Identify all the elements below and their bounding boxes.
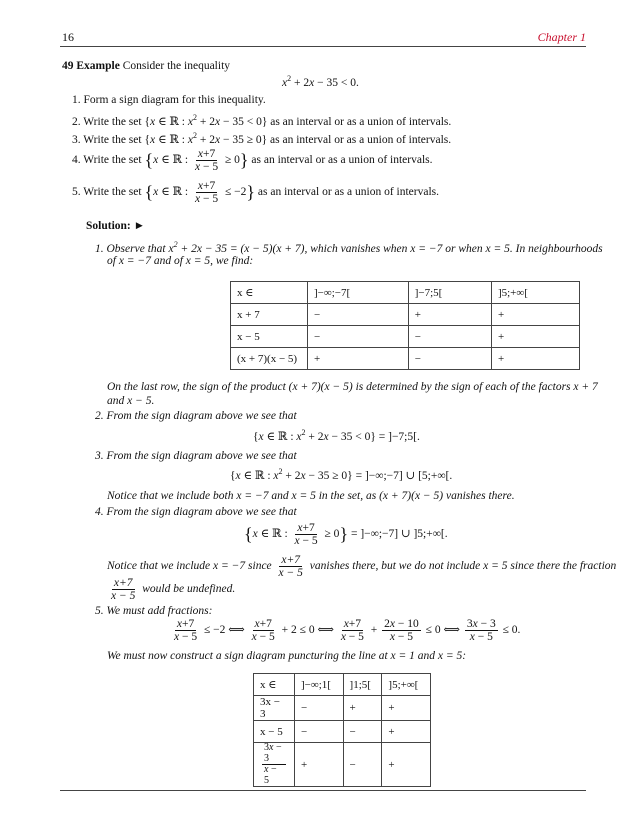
- table-row: x + 7 − + +: [231, 304, 580, 326]
- s4-note-cont: $\frac{x+7}{x - 5}$ would be undefined.: [111, 577, 236, 603]
- bottom-rule: [60, 790, 586, 791]
- table-row: 3x − 3 − + +: [254, 696, 431, 721]
- table-row: x − 5 − − +: [231, 326, 580, 348]
- item-4: 4. Write the set {x ∈ ℝ : $\frac{x+7}{x - 5}$ ≥ 0} as an interval or as a union of intervals.: [72, 148, 433, 174]
- s5-text: 5. We must add fractions:: [95, 605, 213, 617]
- table-row: x ∈ ]−∞;1[ ]1;5[ ]5;+∞[: [254, 674, 431, 696]
- item-1: 1. Form a sign diagram for this inequality.: [72, 94, 266, 106]
- page-number: 16: [62, 30, 74, 44]
- top-rule: [60, 46, 586, 47]
- solution-label: Solution: ►: [86, 220, 146, 232]
- s3-result: {x ∈ ℝ : $x^2 + 2x - 35 \ge 0$} = ]−∞;−7] ∪ [5;+∞[.: [230, 467, 453, 482]
- table-row: $\frac{3x - 3}{x - 5}$ + − +: [254, 743, 431, 787]
- item-3: 3. Write the set {x ∈ ℝ : $x^2 + 2x - 35 \ge 0$} as an interval or as a union of intervals.: [72, 131, 452, 146]
- s3-note: Notice that we include both x = −7 and x = 5 in the set, as (x + 7)(x − 5) vanishes there.: [107, 490, 515, 502]
- example-heading: 49 Example Consider the inequality: [62, 60, 231, 72]
- table-row: x ∈ ]−∞;−7[ ]−7;5[ ]5;+∞[: [231, 282, 580, 304]
- s2-result: {x ∈ ℝ : $x^2 + 2x - 35 < 0$} = ]−7;5[.: [253, 428, 420, 443]
- s2-text: 2. From the sign diagram above we see that: [95, 410, 297, 422]
- table-row: (x + 7)(x − 5) + − +: [231, 348, 580, 370]
- s4-result: {x ∈ ℝ : $\frac{x+7}{x - 5}$ ≥ 0} = ]−∞;−7] ∪ ]5;+∞[.: [244, 522, 448, 548]
- s4-text: 4. From the sign diagram above we see that: [95, 506, 297, 518]
- main-inequality: $x^2 + 2x - 35 < 0$.: [282, 74, 359, 89]
- s5-after: We must now construct a sign diagram puncturing the line at x = 1 and x = 5:: [107, 650, 467, 662]
- item-2: 2. Write the set {x ∈ ℝ : $x^2 + 2x - 35 < 0$} as an interval or as a union of intervals.: [72, 113, 452, 128]
- s3-text: 3. From the sign diagram above we see that: [95, 450, 297, 462]
- s1-after1: On the last row, the sign of the product (x + 7)(x − 5) is determined by the sign of each of the factors x + 7: [107, 381, 598, 393]
- table-row: x − 5 − − +: [254, 721, 431, 743]
- s5-equation: $\frac{x+7}{x - 5}$ ≤ −2 ⟺ $\frac{x+7}{x - 5}$ + 2 ≤ 0 ⟺ $\frac{x+7}{x - 5}$ + $\frac{2x - 10}{x - 5}$ ≤ 0 ⟺ $\frac{3x - 3}{x - 5}$ ≤ 0.: [174, 618, 521, 644]
- sign-table-1: [230, 281, 580, 370]
- sign-table-2: [253, 673, 431, 787]
- s1-line2: of x = −7 and of x = 5, we find:: [107, 255, 254, 267]
- s1-after2: and x − 5.: [107, 395, 155, 407]
- chapter-title: Chapter 1: [537, 30, 586, 44]
- s1-line1: 1. Observe that $x^2 + 2x - 35 = (x - 5)(x + 7)$, which vanishes when x = −7 or when x = 5. In neighbourhoods: [95, 240, 603, 255]
- item-5: 5. Write the set {x ∈ ℝ : $\frac{x+7}{x - 5}$ ≤ −2} as an interval or as a union of intervals.: [72, 180, 439, 206]
- s4-note: Notice that we include x = −7 since $\frac{x+7}{x - 5}$ vanishes there, but we do not include x = 5 since there the fraction: [107, 554, 617, 580]
